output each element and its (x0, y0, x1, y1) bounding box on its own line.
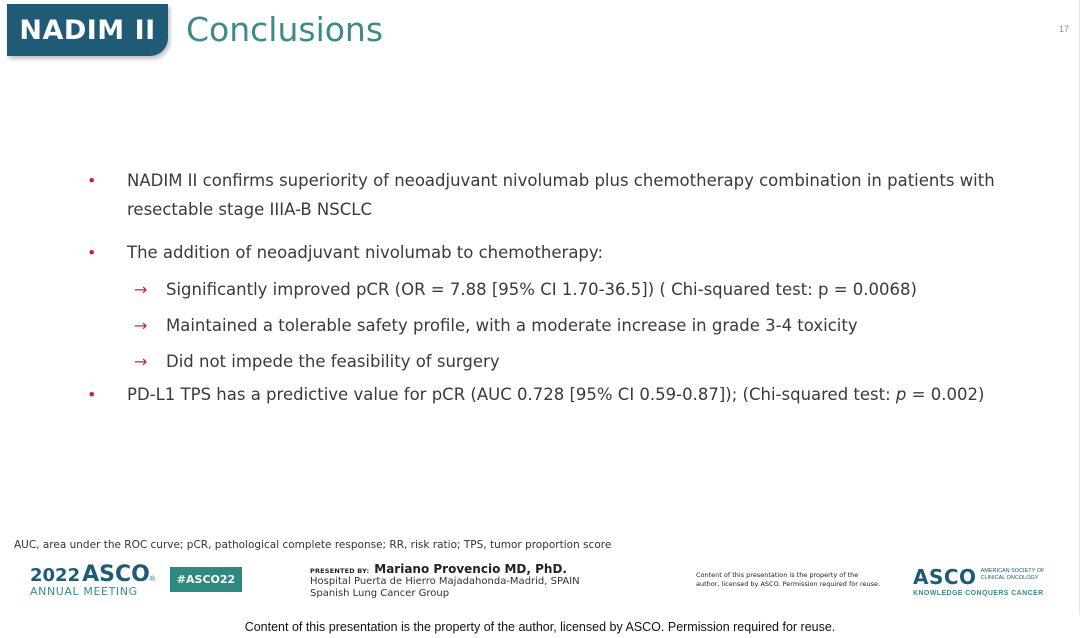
conclusions-list (86, 166, 1046, 409)
sub-item (86, 347, 1046, 376)
arrow-right-icon: → (134, 316, 148, 335)
meeting-year: 2022 (30, 565, 81, 586)
meeting-brand: ASCO (82, 562, 150, 587)
sub-item-text: Did not impede the feasibility of surgery (166, 352, 500, 371)
bullet-dot-icon: • (87, 171, 97, 190)
p-value-symbol: p (895, 385, 907, 404)
bullet-text-start: PD-L1 TPS has a predictive value for pCR (AUC 0.728 [95% CI 0.59-0.87]); (Chi-squared test: (127, 385, 896, 404)
bullet-item (86, 166, 1046, 224)
hashtag-badge: #ASCO22 (170, 567, 242, 592)
bullet-item (86, 238, 1046, 267)
page-number: 17 (1058, 24, 1069, 34)
presenter-name: Mariano Provencio MD, PhD. (374, 562, 567, 576)
presenter-institution: Hospital Puerta de Hierro Majadahonda-Madrid, SPAIN (310, 576, 580, 587)
title-badge-text: NADIM II (19, 14, 156, 46)
asco-tagline: KNOWLEDGE CONQUERS CANCER (913, 590, 1044, 597)
bottom-caption-bar (0, 615, 1080, 638)
arrow-right-icon: → (134, 280, 148, 299)
registered-icon: ® (149, 576, 155, 583)
bullet-text: NADIM II confirms superiority of neoadjuvant nivolumab plus chemotherapy combination in patients with resectable stage IIIA-B NSCLC (127, 171, 995, 219)
society-line-2: CLINICAL ONCOLOGY (980, 575, 1039, 581)
asco-annual-meeting-logo (30, 562, 155, 598)
arrow-right-icon: → (134, 352, 148, 371)
presenter-info (310, 562, 580, 600)
copyright-line-2: author, licensed by ASCO. Permission required for reuse. (696, 580, 881, 588)
society-line-1: AMERICAN SOCIETY OF (980, 568, 1045, 574)
asco-society-name (981, 568, 1045, 582)
sub-item (86, 311, 1046, 340)
copyright-notice (696, 571, 896, 589)
slide-title: Conclusions (186, 10, 384, 49)
copyright-line-1: Content of this presentation is the property of the (696, 571, 859, 579)
sub-item-text: Maintained a tolerable safety profile, with a moderate increase in grade 3-4 toxicity (166, 316, 858, 335)
bottom-caption: Content of this presentation is the property of the author, licensed by ASCO. Permission required for reuse. (244, 619, 836, 634)
bullet-dot-icon: • (87, 243, 97, 262)
bullet-text-end: = 0.002) (906, 385, 985, 404)
asco-society-logo (913, 565, 1063, 597)
asco-logo-text: ASCO (913, 565, 977, 589)
bullet-dot-icon: • (87, 385, 97, 404)
presented-by-label: PRESENTED BY: (310, 567, 370, 575)
footnote: AUC, area under the ROC curve; pCR, pathological complete response; RR, risk ratio; TPS, tumor proportion score (14, 539, 612, 551)
presenter-group: Spanish Lung Cancer Group (310, 588, 450, 599)
sub-item (86, 275, 1046, 304)
title-badge (7, 4, 168, 56)
bullet-text: The addition of neoadjuvant nivolumab to chemotherapy: (127, 243, 604, 262)
sub-item-text: Significantly improved pCR (OR = 7.88 [95% CI 1.70-36.5]) ( Chi-squared test: p = 0.0068) (166, 280, 917, 299)
bullet-item (86, 380, 1046, 409)
meeting-subtitle: ANNUAL MEETING (30, 585, 138, 598)
